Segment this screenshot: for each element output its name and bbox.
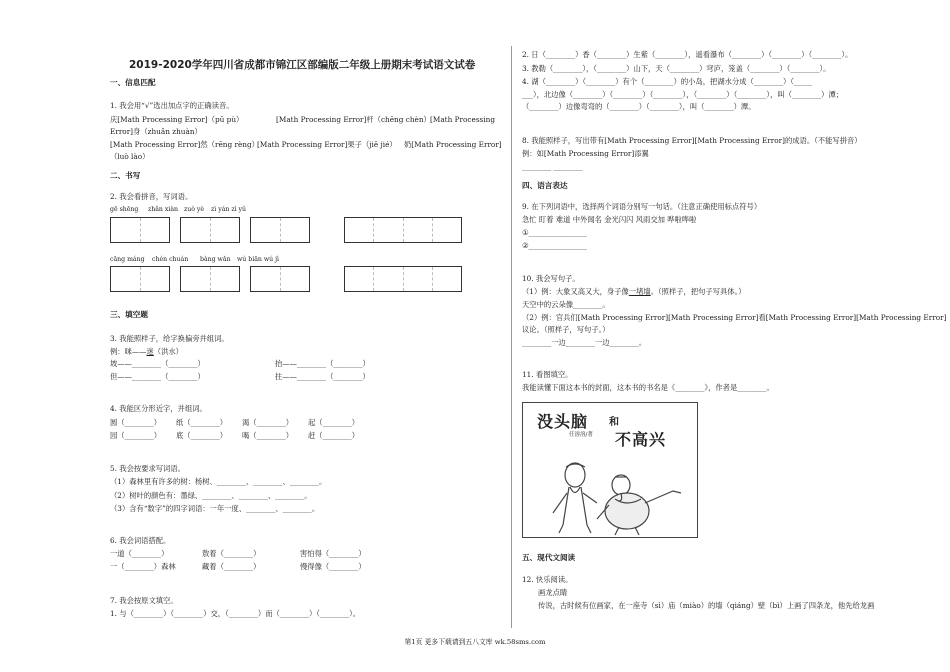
fill-blank[interactable]: 一道（________） — [110, 549, 169, 558]
question-3-example: 例：咪——迷（洪水） — [110, 347, 183, 356]
question-4: 4. 我能区分形近字，并组词。 — [110, 404, 207, 413]
question-12: 12. 快乐阅读。 — [522, 575, 573, 584]
fill-blank[interactable]: 敖着（________） — [202, 549, 261, 558]
pinyin-label: bàng wǎn — [200, 256, 231, 263]
fill-blank[interactable]: 起（________） — [308, 418, 360, 427]
question-1-item: [Math Processing Error]果子（jiē jié） — [257, 140, 397, 149]
pinyin-label: zì yán zì yǔ — [211, 206, 247, 213]
section-heading-5: 五、现代文阅读 — [522, 553, 576, 562]
writing-box[interactable] — [110, 266, 170, 292]
question-1-item: [Math Processing Error]杆（chēng chèn） — [276, 115, 431, 124]
question-1-item: 庆[Math Processing Error]（pū pù） — [110, 115, 244, 124]
question-10-example: （1）例：大象又高又大，身子像一堵墙。（照样子，把句子写具体。） — [522, 287, 746, 296]
fill-blank[interactable]: ________一边________一边________。 — [522, 338, 647, 347]
question-1-item: （luò lào） — [110, 152, 150, 161]
writing-box[interactable] — [344, 266, 462, 292]
fill-blank[interactable]: 园（________） — [110, 431, 162, 440]
question-3: 3. 我能照样子，给字换偏旁并组词。 — [110, 334, 229, 343]
question-8: 8. 我能照样子，写出带有[Math Processing Error][Math Processing Error]的成语。（不能写拼音） — [522, 136, 862, 145]
pinyin-label: wú biān wú jì — [237, 256, 279, 263]
book-cover-image — [522, 402, 698, 538]
question-6: 6. 我会词语搭配。 — [110, 536, 171, 545]
cover-title-and: 和 — [609, 417, 619, 428]
fill-blank[interactable]: （2）树叶的颜色有：墨绿、________、________、________。 — [110, 491, 312, 500]
fill-blank[interactable]: 赶（________） — [308, 431, 360, 440]
fill-blank[interactable]: （3）含有“数字”的四字词语：一年一度、________、________。 — [110, 504, 320, 513]
fill-blank[interactable]: 1. 与（________）（________）交，（________）而（________）（________）。 — [110, 609, 361, 618]
fill-blank[interactable]: 一（________）森林 — [110, 562, 176, 571]
pinyin-label: zhǎn xiàn — [148, 206, 179, 213]
writing-box[interactable] — [250, 266, 310, 292]
question-5: 5. 我会按要求写词语。 — [110, 464, 185, 473]
fill-blank[interactable]: ②________________ — [522, 241, 587, 250]
passage-text: 传说，古时候有位画家，在一座寺（sì）庙（miào）的墙（qiáng）壁（bì）上画了四条龙，他先给龙画 — [538, 601, 875, 610]
pinyin-label: cāng máng — [110, 256, 145, 263]
question-1: 1. 我会用“√”选出加点字的正确读音。 — [110, 101, 234, 110]
fill-blank[interactable]: ________ ________ — [522, 162, 583, 171]
passage-title: 画龙点睛 — [538, 588, 568, 597]
question-1-item: [Math Processing — [430, 115, 496, 124]
writing-box[interactable] — [344, 217, 462, 243]
question-10-example: （2）例：官兵们[Math Processing Error][Math Processing Error]看[Math Processing Error][Math Processing Error] — [522, 313, 947, 322]
page-footer: 第1页 更多下载请到五八文库 wk.58sms.com — [404, 638, 546, 646]
word-list: 急忙 盯着 难道 中外闻名 金光闪闪 风雨交加 哗啦哗啦 — [522, 215, 697, 224]
question-2: 2. 我会看拼音，写词语。 — [110, 192, 193, 201]
fill-blank[interactable]: 纸（________） — [176, 418, 228, 427]
fill-blank[interactable]: 藏着（________） — [202, 562, 261, 571]
pinyin-label: zuò yè — [184, 206, 205, 213]
question-1-item: Error]身（zhuǎn zhuàn） — [110, 127, 202, 136]
fill-blank[interactable]: 拄——________（________） — [275, 372, 370, 381]
question-8-example: 例：如[Math Processing Error]添翼 — [522, 149, 649, 158]
fill-blank[interactable]: （________）边像弯弯的（________）（________），叫（________）潭。 — [522, 102, 756, 111]
writing-box[interactable] — [110, 217, 170, 243]
section-heading-3: 三、填空题 — [110, 310, 148, 319]
fill-blank[interactable]: 害怕得（________） — [300, 549, 366, 558]
document-title: 2019-2020学年四川省成都市锦江区部编版二年级上册期末考试语文试卷 — [129, 59, 476, 71]
fill-blank[interactable]: 渴（________） — [242, 418, 294, 427]
column-divider — [511, 46, 512, 628]
fill-blank[interactable]: （1）森林里有许多的树：杨树、________、________、________。 — [110, 477, 327, 486]
fill-blank[interactable]: 天空中的云朵像________。 — [522, 300, 610, 309]
fill-blank[interactable]: 坡——________（________） — [110, 359, 205, 368]
fill-blank[interactable]: 抬——________（________） — [275, 359, 370, 368]
fill-blank[interactable]: ①________________ — [522, 228, 587, 237]
fill-blank[interactable]: 但——________（________） — [110, 372, 205, 381]
section-heading-4: 四、语言表达 — [522, 181, 568, 190]
question-7: 7. 我会按原文填空。 — [110, 596, 178, 605]
fill-blank[interactable]: 圆（________） — [110, 418, 162, 427]
question-1-item: 奶[Math Processing Error] — [404, 140, 502, 149]
writing-box[interactable] — [180, 266, 240, 292]
section-heading-1: 一、信息匹配 — [110, 78, 156, 87]
question-11: 11. 看图填空。 — [522, 370, 573, 379]
cover-title-1: 没头脑 — [537, 412, 589, 431]
pinyin-label: chén chuán — [152, 256, 189, 263]
fill-blank[interactable]: ___），北边像（________）（________）（________），（________）（________），叫（________）潭； — [522, 90, 844, 99]
fill-blank[interactable]: 我能读懂下面这本书的封面，这本书的书名是《________》，作者是________。 — [522, 383, 774, 392]
pinyin-label: gē shēng — [110, 206, 139, 213]
question-10-instruction: 议论。（照样子，写句子。） — [522, 325, 610, 334]
question-9: 9. 在下列词语中，选择两个词语分别写一句话。（注意正确使用标点符号） — [522, 202, 762, 211]
fill-blank[interactable]: 底（________） — [176, 431, 228, 440]
fill-blank[interactable]: 喝（________） — [242, 431, 294, 440]
cover-illustration — [523, 403, 697, 537]
fill-blank[interactable]: 2. 日（________）香（________）生紫（________），遥看瀑布（________）（________）（________）。 — [522, 50, 853, 59]
fill-blank[interactable]: 慢得像（________） — [300, 562, 366, 571]
section-heading-2: 二、书写 — [110, 171, 141, 180]
cover-author: 任溶溶/著 — [569, 432, 593, 438]
fill-blank[interactable]: 3. 教勒（________），（________）山下，天（________）穹庐，笼盖（________）（________）。 — [522, 64, 831, 73]
fill-blank[interactable]: 4. 湖（________）（________）有个（________）的小岛，把湖水分成（________）（_____ — [522, 77, 813, 86]
writing-box[interactable] — [180, 217, 240, 243]
question-1-item: [Math Processing Error]然（rēng rèng） — [110, 140, 259, 149]
writing-box[interactable] — [250, 217, 310, 243]
cover-title-2: 不高兴 — [615, 430, 667, 449]
question-10: 10. 我会写句子。 — [522, 274, 580, 283]
